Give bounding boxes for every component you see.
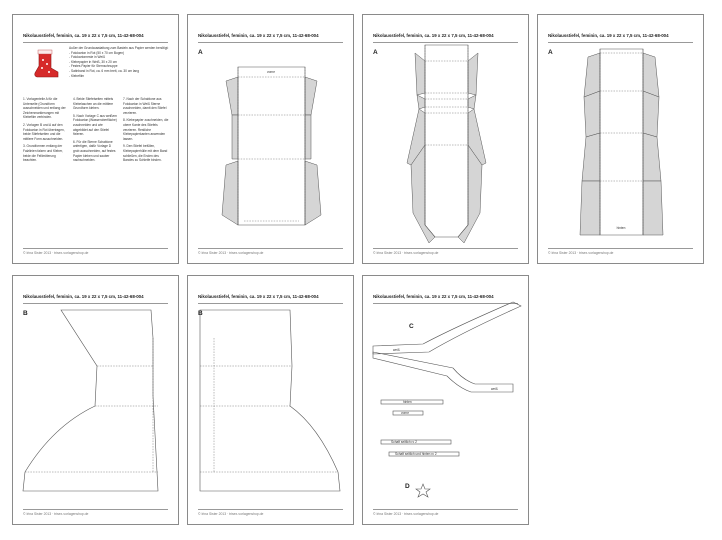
label-white-lower: weiß bbox=[491, 387, 498, 391]
footer-rule bbox=[373, 248, 518, 249]
footer-rule bbox=[198, 509, 343, 510]
strip-back bbox=[381, 400, 443, 404]
template-page-a-back bbox=[537, 14, 704, 264]
label-front: vorne bbox=[267, 70, 275, 74]
template-page-c-d bbox=[362, 275, 529, 525]
page-footer: © Irina Sister 2013 · trisex-vorlagenshop.de bbox=[23, 251, 89, 255]
page-title: Nikolausstiefel, feminin, ca. 19 x 22 x 7,5 cm, 11-42-68-004 bbox=[23, 33, 144, 38]
label-front: vorne bbox=[401, 411, 409, 415]
page-footer: © Irina Sister 2013 · trisex-vorlagenshop.de bbox=[373, 512, 439, 516]
strip-c-upper bbox=[373, 302, 521, 354]
page-footer: © Irina Sister 2013 · trisex-vorlagenshop.de bbox=[373, 251, 439, 255]
footer-rule bbox=[23, 248, 168, 249]
label-side: Schaft seitlich rc 2 bbox=[391, 440, 417, 444]
strip-c-lower bbox=[373, 352, 513, 392]
page-footer: © Irina Sister 2013 · trisex-vorlagenshop.de bbox=[23, 512, 89, 516]
template-page-b-left bbox=[12, 275, 179, 525]
label-back: hinten bbox=[616, 226, 626, 230]
page-footer: © Irina Sister 2013 · trisex-vorlagenshop.de bbox=[548, 251, 614, 255]
pattern-piece-a-middle bbox=[363, 15, 529, 264]
page-title: Nikolausstiefel, feminin, ca. 19 x 22 x 7,5 cm, 11-42-68-004 bbox=[23, 294, 144, 299]
page-footer: © Irina Sister 2013 · trisex-vorlagenshop.de bbox=[198, 251, 264, 255]
label-side-back: Schaft seitlich und hinten rc 2 bbox=[395, 452, 437, 456]
page-title: Nikolausstiefel, feminin, ca. 19 x 22 x 7,5 cm, 11-42-68-004 bbox=[373, 294, 494, 299]
page-title: Nikolausstiefel, feminin, ca. 19 x 22 x 7,5 cm, 11-42-68-004 bbox=[373, 33, 494, 38]
star-template bbox=[416, 484, 430, 497]
label-white-upper: weiß bbox=[393, 348, 400, 352]
section-label: A bbox=[548, 49, 553, 56]
pattern-pieces-c-d bbox=[363, 276, 529, 525]
page-title: Nikolausstiefel, feminin, ca. 19 x 22 x 7,5 cm, 11-42-68-004 bbox=[548, 33, 669, 38]
section-label: A bbox=[198, 49, 203, 56]
page-title: Nikolausstiefel, feminin, ca. 19 x 22 x 7,5 cm, 11-42-68-004 bbox=[198, 33, 319, 38]
footer-rule bbox=[548, 248, 693, 249]
boot-thumbnail bbox=[27, 46, 63, 82]
footer-rule bbox=[373, 509, 518, 510]
instruction-page bbox=[12, 14, 179, 264]
pattern-piece-b-right bbox=[188, 276, 354, 525]
footer-rule bbox=[198, 248, 343, 249]
label-back: hinten bbox=[403, 400, 412, 404]
instruction-column-3: 7. Nach der Schablone aus Fotokarton in Weiß Sterne zuschneiden, damit den Stiefel verzieren. 8. Klebepapier zuschneiden, die obere Kante des Stiefels verzieren. Restliche Klebepapierkanten anwenden lassen. 9. Den Stiefel befüllen, Klebepapierhülle mit dem Band schließen, die Enden des Bandes zu Schleife binden. bbox=[123, 97, 169, 163]
pattern-piece-a-back bbox=[538, 15, 704, 264]
materials-list: Außer der Grundausstattung zum Basteln aus Papier werden benötigt: - Fotokarton in Rot (50 x 70 cm Bogen) - Fotokartonreste in Weiß - Klebepapier in Weiß, 30 x 20 cm - Festes Papier für Sternschnuppe - Satinband in Rot, ca. 6 mm breit, ca. 30 cm lang - Klebefilm bbox=[69, 46, 169, 78]
pattern-piece-a-front bbox=[188, 15, 354, 264]
pattern-piece-b-left bbox=[13, 276, 179, 525]
instruction-column-1: 1. Vorlagenteile A für die Unterseite (Grundform ausschneiden und entlang der Zeichenmarkierungen mit Klebefilm verbinden. 2. Vorlagen B und A auf den Fotokarton in Rot übertragen, beide Stiefelseiten und die mittlere Form ausschneiden. 3. Grundformen entlang der Falzlinien falzen und Kleber, beide die Fellimitierung beachten. bbox=[23, 97, 66, 163]
section-label: A bbox=[373, 49, 378, 56]
instruction-column-2: 4. Beide Stiefelseiten mittels Klebelaschen an die mittlere Grundform kleben. 5. Nach Vorlage C aus weißem Fotokarton (Wasseroberfläche) zuschneiden und wie abgebildet auf den Stiefel fixieren. 6. Für die Sterne Schablone anfertigen, dafür Vorlage D grob ausschneiden, auf festes Papier kleben und sauber nachschneiden. bbox=[73, 97, 117, 163]
section-label-c: C bbox=[409, 323, 414, 330]
section-label-d: D bbox=[405, 483, 410, 490]
page-title: Nikolausstiefel, feminin, ca. 19 x 22 x 7,5 cm, 11-42-68-004 bbox=[198, 294, 319, 299]
page-footer: © Irina Sister 2013 · trisex-vorlagenshop.de bbox=[198, 512, 264, 516]
section-label: B bbox=[198, 310, 203, 317]
template-page-a-front bbox=[187, 14, 354, 264]
template-page-a-middle bbox=[362, 14, 529, 264]
header-rule bbox=[23, 42, 168, 43]
template-page-b-right bbox=[187, 275, 354, 525]
section-label: B bbox=[23, 310, 28, 317]
footer-rule bbox=[23, 509, 168, 510]
